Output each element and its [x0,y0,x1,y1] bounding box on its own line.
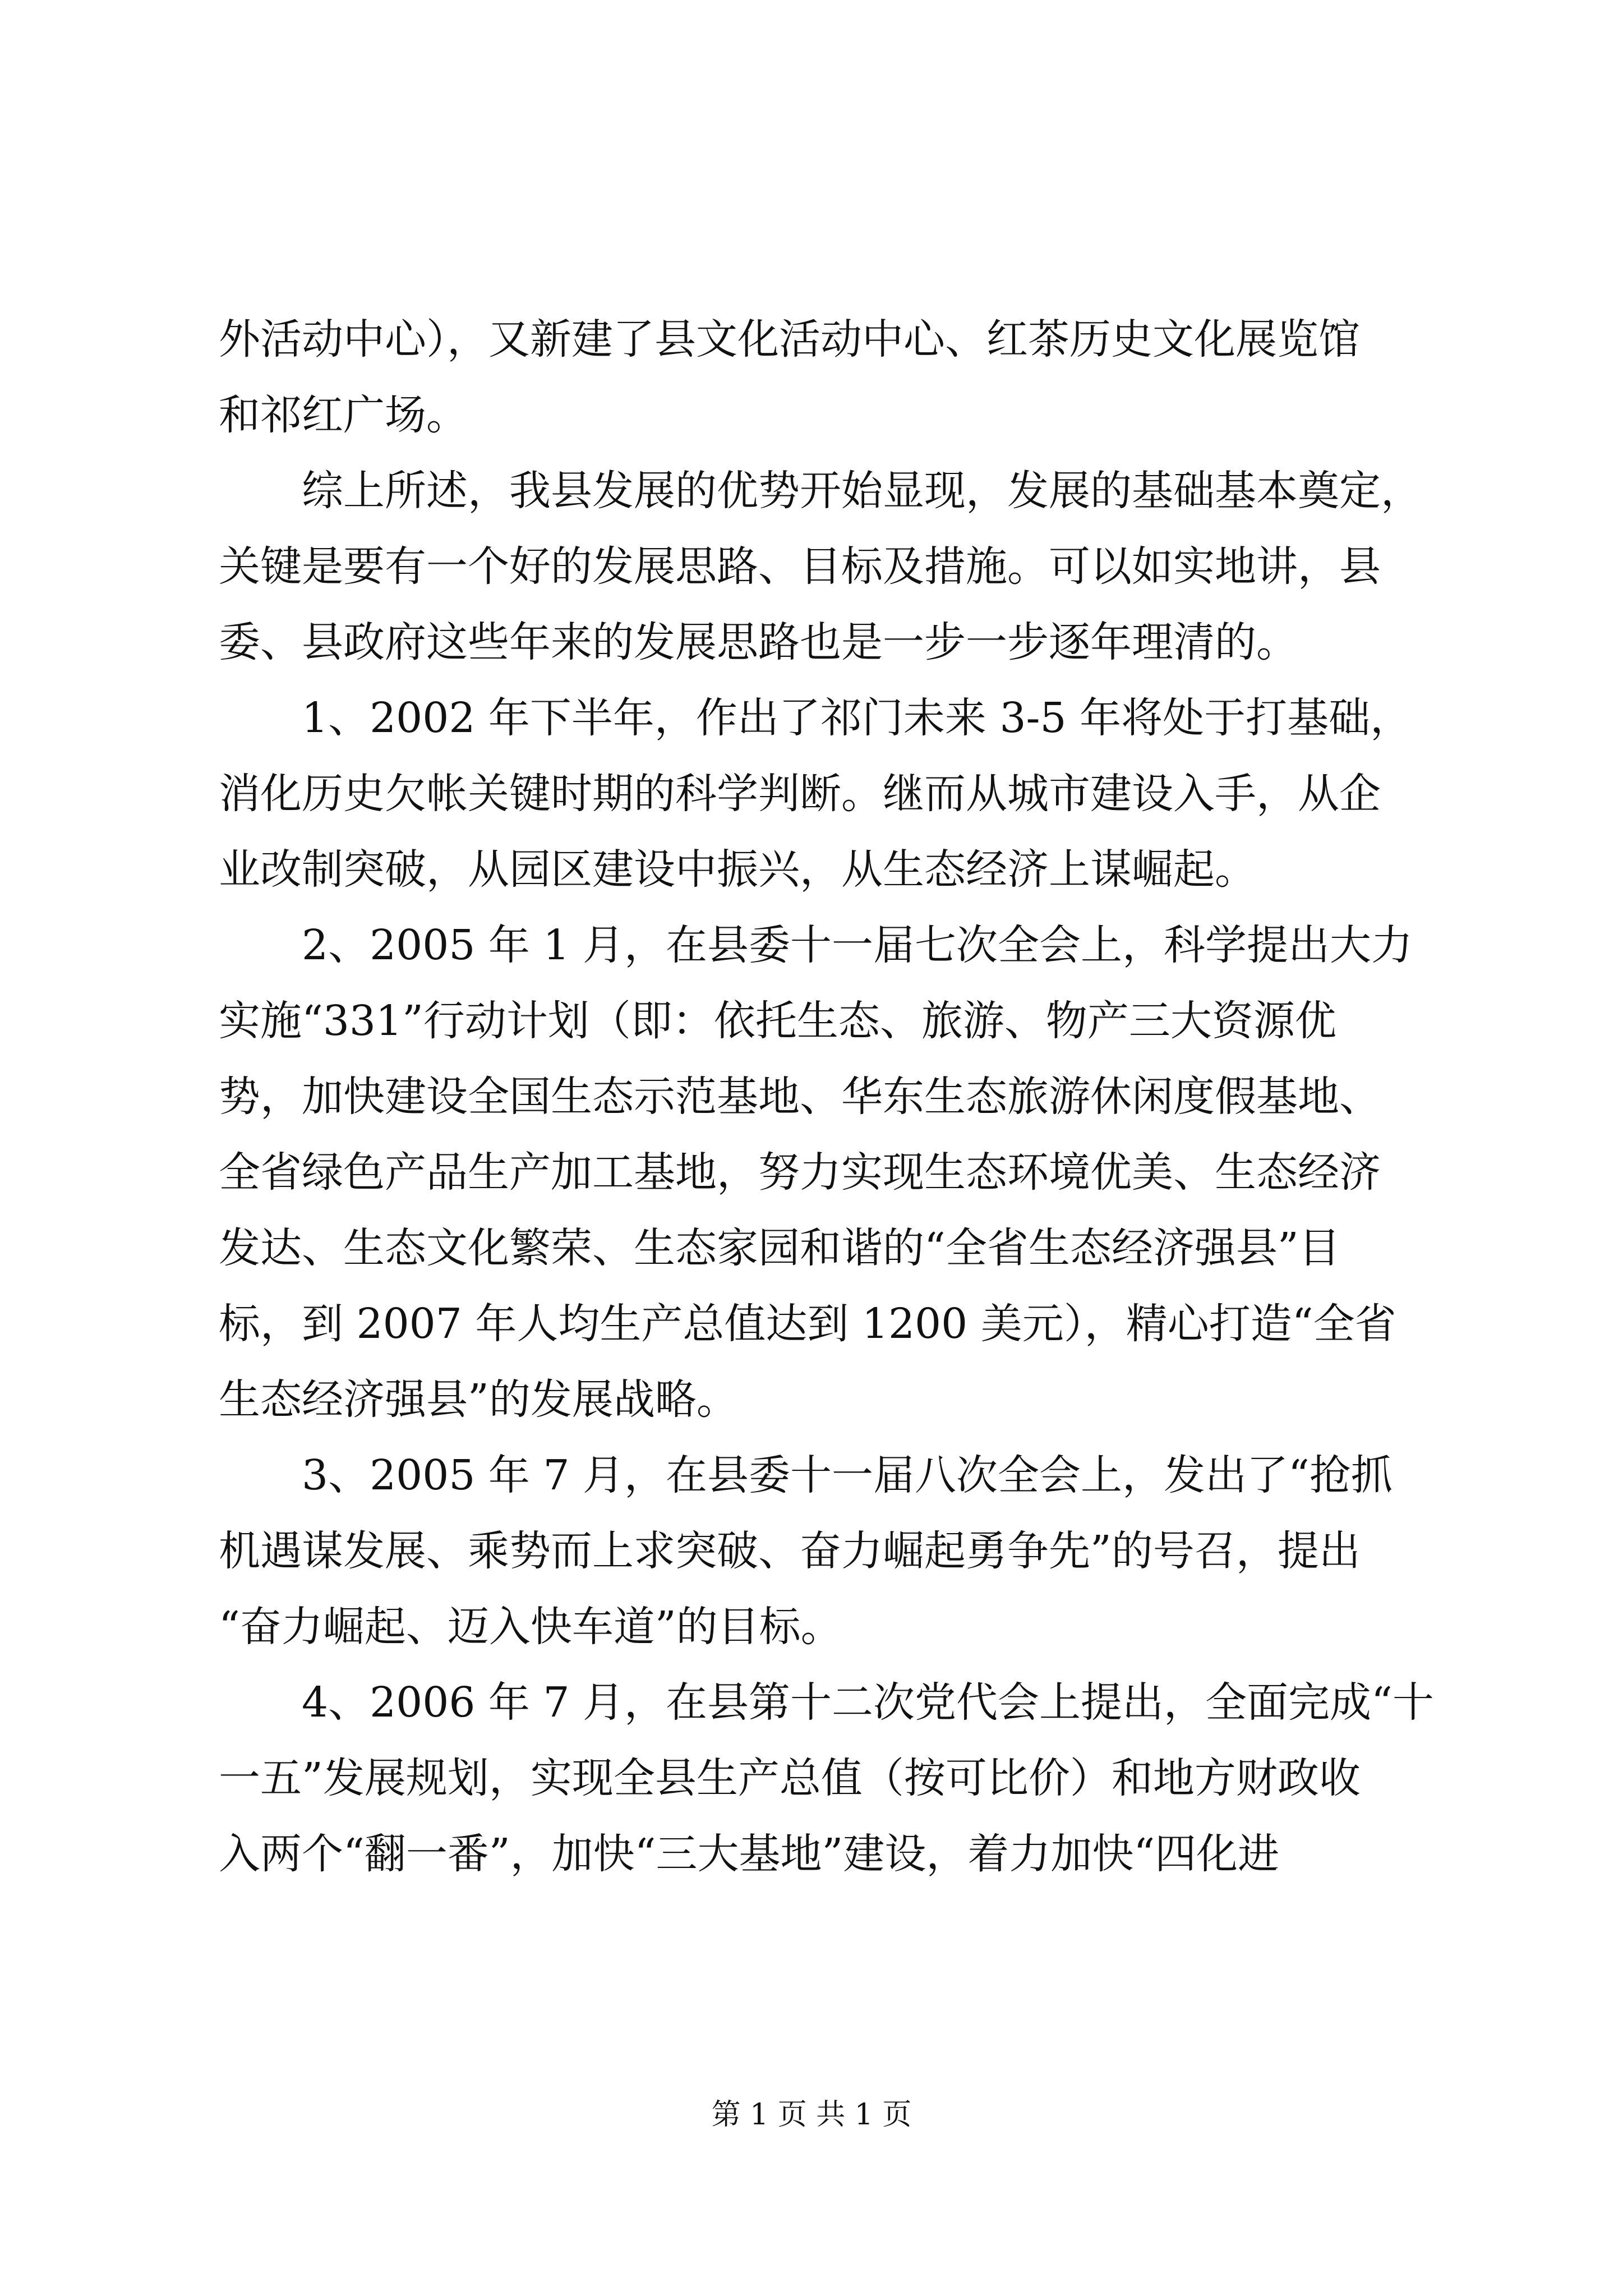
text-line: 委、县政府这些年来的发展思路也是一步一步逐年理清的。 [219,618,1298,666]
text-line: 业改制突破，从园区建设中振兴，从生态经济上谋崛起。 [219,845,1256,894]
text-line: 机遇谋发展、乘势而上求突破、奋力崛起勇争先”的号召，提出 [219,1527,1361,1575]
text-line: 2、2005 年 1 月，在县委十一届七次全会上，科学提出大力 [219,921,1413,969]
text-line: 标，到 2007 年人均生产总值达到 1200 美元），精心打造“全省 [219,1300,1396,1348]
page-footer: 第 1 页 共 1 页 [711,2098,912,2132]
text-line: 和祁红广场。 [219,391,468,439]
text-line: 4、2006 年 7 月，在县第十二次党代会上提出，全面完成“十 [219,1678,1434,1727]
text-line: 发达、生态文化繁荣、生态家园和谐的“全省生态经济强县”目 [219,1224,1340,1272]
text-line: 入两个“翻一番”，加快“三大基地”建设，着力加快“四化进 [219,1830,1280,1878]
text-line: 消化历史欠帐关键时期的科学判断。继而从城市建设入手，从企 [219,770,1381,818]
text-line: 3、2005 年 7 月，在县委十一届八次全会上，发出了“抢抓 [219,1451,1393,1499]
text-line: 综上所述，我县发展的优势开始显现，发展的基础基本奠定， [219,467,1422,515]
text-line: 生态经济强县”的发展战略。 [219,1375,738,1424]
text-line: 全省绿色产品生产加工基地，努力实现生态环境优美、生态经济 [219,1148,1381,1197]
text-line: “奋力崛起、迈入快车道”的目标。 [219,1603,842,1651]
text-line: 关键是要有一个好的发展思路、目标及措施。可以如实地讲，县 [219,542,1381,591]
text-line: 实施“331”行动计划（即：依托生态、旅游、物产三大资源优 [219,997,1336,1045]
text-line: 外活动中心），又新建了县文化活动中心、红茶历史文化展览馆 [219,315,1360,364]
text-line: 1、2002 年下半年，作出了祁门未来 3-5 年将处于打基础， [219,694,1412,742]
text-line: 势，加快建设全国生态示范基地、华东生态旅游休闲度假基地、 [219,1073,1381,1121]
text-line: 一五”发展规划，实现全县生产总值（按可比价）和地方财政收 [219,1754,1361,1802]
